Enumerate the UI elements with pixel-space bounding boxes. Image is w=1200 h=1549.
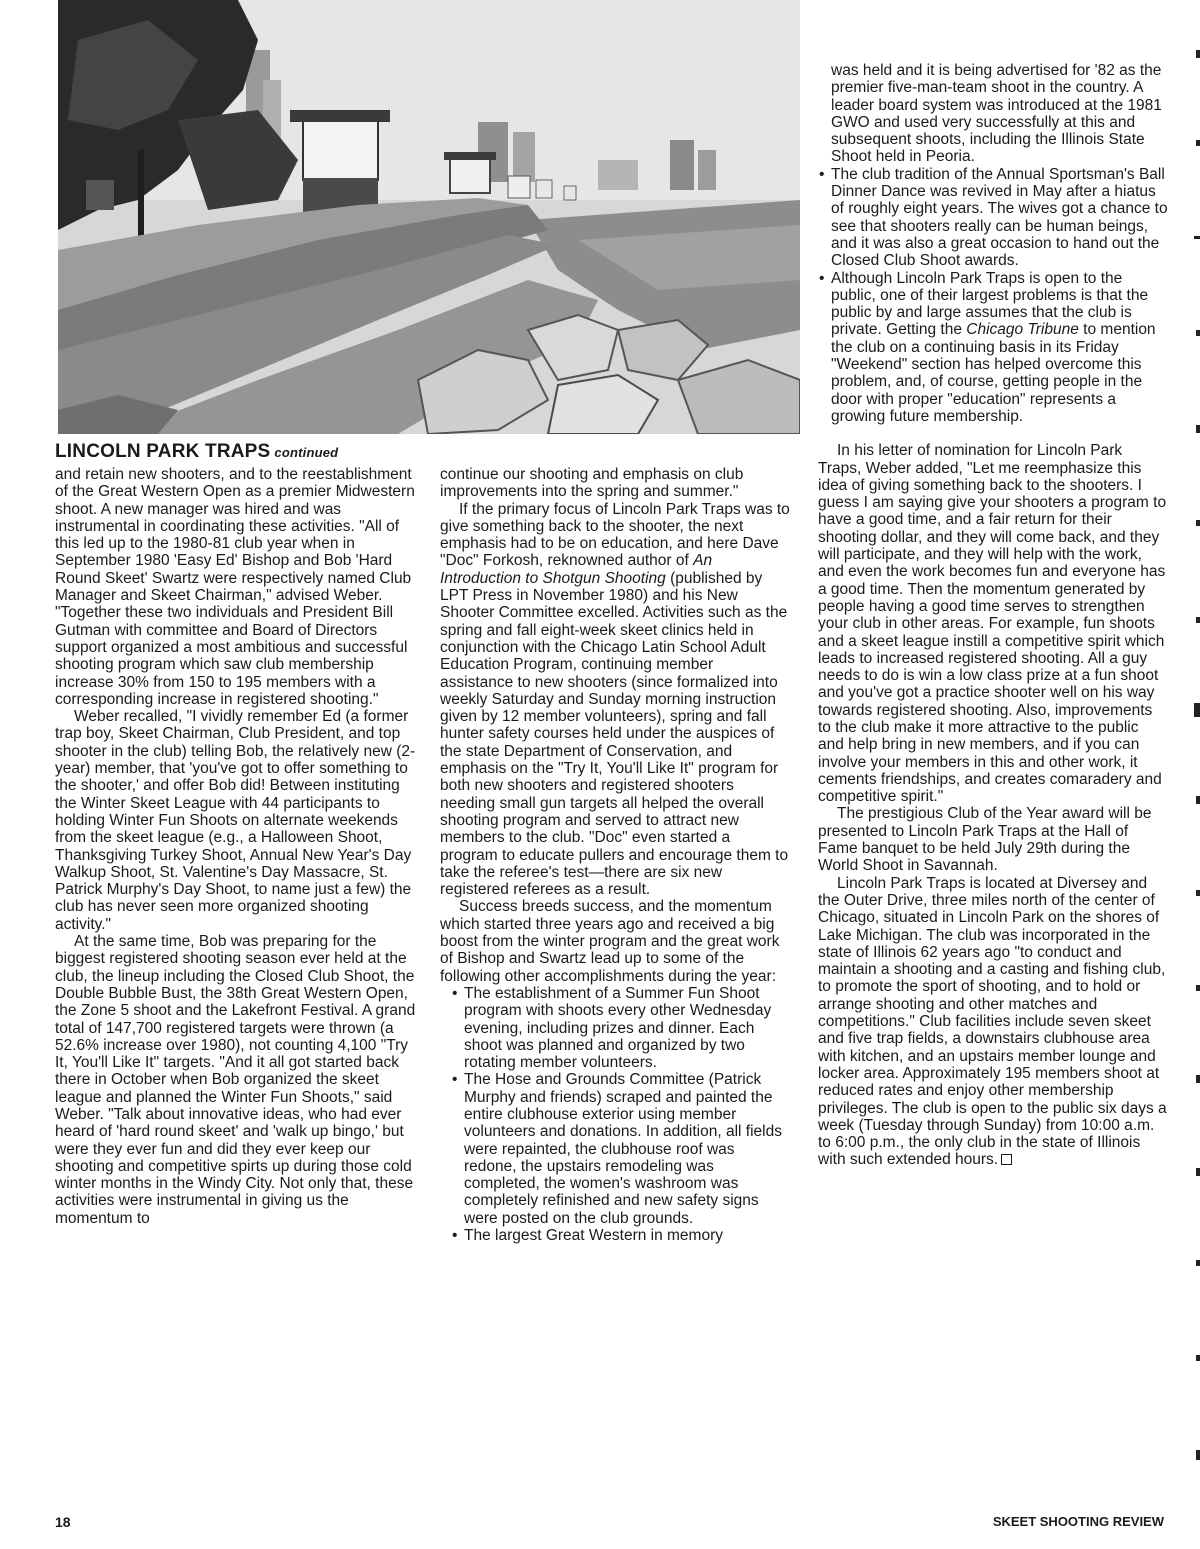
text-column-2 <box>440 466 790 1244</box>
paragraph: If the primary focus of Lincoln Park Traps was to give something back to the shooter, the next emphasis had to be on education, and here Dave "Doc" Forkosh, reknowned author of An Introduction to Shotgun Shooting (published by LPT Press in November 1980) and his New Shooter Committee excelled. Activities such as the spring and fall eight-week skeet clinics held in conjunction with the Chicago Latin School Adult Education Program, continuing member assistance to new shooters (since formalized into weekly Saturday and Sunday morning instruction given by 12 member volunteers), spring and fall hunter safety courses held under the auspices of the state Department of Conservation, and emphasis on the "Try It, You'll Like It" program for both new shooters and registered shooters needing small gun targets all helped the overall shooting program and served to attract new members to the club. "Doc" even started a program to educate pullers and encourage them to take the referee's test—there are six new registered referees as a result. <box>440 500 790 899</box>
paragraph: In his letter of nomination for Lincoln Park Traps, Weber added, "Let me reemphasize this idea of giving something back to the shooters. I guess I am saying give your shooters a program to have a good time, and a fair return for their shooting dollar, and they will come back, and they will participate, and they will help with the work, and even the work becomes fun and everyone has a good time. Then the momentum generated by people having a good time serves to strengthen your club in other areas. For example, fun shoots and a skeet league instill a competitive spirit which leads to increased registered shooting. All a guy needs to do is win a low class prize at a fun shoot and you've got a practice shooter well on his way towards registered shooting. Also, improvements to the club make it more attractive to the public and help bring in new members, and if you can involve your members in this and other work, it cements friendships, and creates comaradery and competitive spirit." <box>818 442 1167 806</box>
list-item: • The Hose and Grounds Committee (Patrick Murphy and friends) scraped and painted the entire clubhouse exterior using member volunteers and donations. In addition, all fields were repainted, the clubhouse roof was redone, the upstairs remodeling was completed, the women's washroom was completely refinished and new safety signs were posted on the club grounds. <box>452 1071 782 1227</box>
publication-name: SKEET SHOOTING REVIEW <box>992 1514 1164 1529</box>
list-item: • Although Lincoln Park Traps is open to the public, one of their largest problems is that the public by and large assumes that the club is private. Getting the Chicago Tribune to mention the club on a continuing basis in its Friday "Weekend" section has helped overcome this problem, and, of course, getting people in the door with proper "education" represents a growing future membership. <box>819 269 1156 425</box>
binding-edge-marks <box>1188 0 1200 1549</box>
book-title: An Introduction to Shotgun Shooting <box>440 552 713 587</box>
list-item: • The largest Great Western in memory <box>452 1227 723 1245</box>
end-mark-icon <box>1001 1154 1012 1165</box>
text-column-3 <box>818 62 1168 1169</box>
paragraph: The prestigious Club of the Year award will be presented to Lincoln Park Traps at the Hall of Fame banquet to be held July 29th during the World Shoot in Savannah. <box>818 805 1152 875</box>
newspaper-title: Chicago Tribune <box>966 321 1079 339</box>
list-item: • The establishment of a Summer Fun Shoot program with shoots every other Wednesday evening, including prizes and dinner. Each shoot was planned and organized by two rotating member volunteers. <box>452 984 772 1072</box>
paragraph: At the same time, Bob was preparing for the biggest registered shooting season ever held at the club, the lineup including the Closed Club Shoot, the Double Bubble Bust, the 38th Great Western Open, the Zone 5 shoot and the Lakefront Festival. A grand total of 147,700 registered targets were thrown (a 52.6% increase over 1980), not counting 4,100 "Try It, You'll Like It" targets. "And it all got started back there in October when Bob organized the skeet league and planned the Winter Fun Shoots," said Weber. "Talk about innovative ideas, who had ever heard of 'hard round skeet' and 'walk up bingo,' but were they ever fun and did they ever keep our shooting and competitive spirts up during those cold winter months in the Windy City. Not only that, these activities were instrumental in giving us the momentum to <box>55 933 416 1227</box>
continued-label: continued <box>274 445 339 460</box>
paragraph: Success breeds success, and the momentum which started three years ago and received a big boost from the winter program and the great work of Bishop and Swartz lead up to some of the following other accomplishments during the year: <box>440 898 780 985</box>
accomplishments-list <box>440 985 790 1244</box>
paragraph: was held and it is being advertised for '82 as the premier five-man-team shoot in the country. A leader board system was introduced at the 1981 GWO and used very successfully at this and subsequent shoots, including the Illinois State Shoot held in Peoria. <box>831 62 1162 166</box>
paragraph: Lincoln Park Traps is located at Diversey and the Outer Drive, three miles north of the center of Chicago, situated in Lincoln Park on the shores of Lake Michigan. The club was incorporated in the state of Illinois 62 years ago "to conduct and maintain a shooting and a casting and fishing club, to promote the sport of shooting, and to hold or arrange shooting and other matches and competitions." Club facilities include seven skeet and five trap fields, a downstairs clubhouse area with kitchen, and an upstairs member lounge and locker area. Approximately 195 members shoot at reduced rates and enjoy other membership privileges. The club is open to the public six days a week (Tuesday through Sunday) from 10:00 a.m. to 6:00 p.m., the only club in the state of Illinois with such extended hours. <box>818 874 1167 1169</box>
paragraph: and retain new shooters, and to the reestablishment of the Great Western Open as a premier Midwestern shoot. A new manager was hired and was instrumental in coordinating these activities. "All of this led up to the 1980-81 club year when in September 1980 'Easy Ed' Bishop and Bob 'Hard Round Skeet' Swartz were respectively named Club Manager and Skeet Chairman," advised Weber. "Together these two individuals and President Bill Gutman with committee and Board of Directors support organized a most ambitious and successful shooting program which saw club membership increase 30% from 150 to 195 members with a corresponding increase in registered shooting." <box>55 466 415 708</box>
text-column-1 <box>55 466 420 1227</box>
accomplishments-list-continued <box>818 166 1168 425</box>
lakefront-skeet-fields-photo <box>58 0 800 434</box>
list-item: • The club tradition of the Annual Sportsman's Ball Dinner Dance was revived in May after a hiatus of roughly eight years. The wives got a chance to see that shooters really can be human beings, and it was also a great occasion to hand out the Closed Club Shoot awards. <box>819 165 1168 270</box>
paragraph: Weber recalled, "I vividly remember Ed (a former trap boy, Skeet Chairman, Club President, and top shooter in the club) telling Bob, the relatively new (2-year) member, that 'you've got to offer something to the shooter,' and offer Bob did! Between instituting the Winter Skeet League with 44 participants to holding Winter Fun Shoots on alternate weekends from the skeet league (e.g., a Halloween Shoot, Thanksgiving Turkey Shoot, Annual New Year's Day Walkup Shoot, St. Valentine's Day Massacre, St. Patrick Murphy's Day Shoot, to name just a few) the club has never seen more organized shooting activity." <box>55 708 416 933</box>
article-heading <box>55 440 338 465</box>
lakefront-photo <box>58 0 800 434</box>
article-title: LINCOLN PARK TRAPS <box>55 441 271 462</box>
paragraph: continue our shooting and emphasis on club improvements into the spring and summer." <box>440 466 744 501</box>
page-number: 18 <box>55 1514 71 1530</box>
